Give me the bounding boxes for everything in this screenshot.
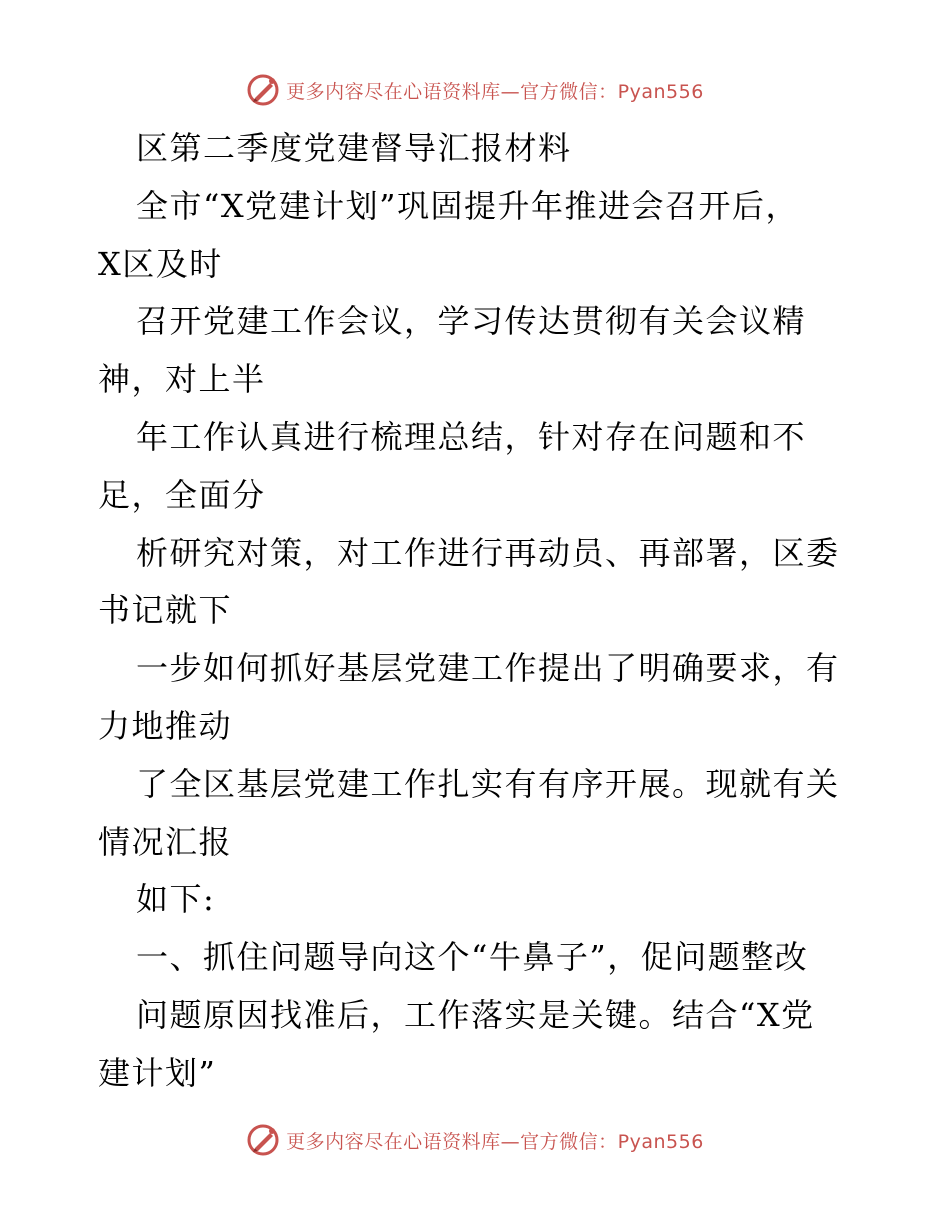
document-line: 书记就下 — [98, 591, 233, 630]
document-line: 情况汇报 — [98, 822, 233, 861]
document-line: 神，对上半 — [98, 360, 266, 399]
document-line: X区及时 — [98, 244, 223, 283]
header-banner[interactable] — [0, 70, 950, 110]
document-line: 问题原因找准后，工作落实是关键。结合“X党 — [136, 995, 815, 1034]
document-line: 全市“X党建计划”巩固提升年推进会召开后， — [136, 186, 800, 225]
footer-banner-text: 更多内容尽在心语资料库—官方微信：Pyan556 — [286, 1130, 704, 1153]
document-body — [98, 120, 858, 1103]
document-line: 析研究对策，对工作进行再动员、再部署，区委 — [136, 533, 840, 572]
pen-circle-logo-icon — [246, 1123, 280, 1157]
footer-banner[interactable] — [0, 1120, 950, 1160]
header-banner-text: 更多内容尽在心语资料库—官方微信：Pyan556 — [286, 80, 704, 103]
document-line: 力地推动 — [98, 706, 233, 745]
document-line: 一步如何抓好基层党建工作提出了明确要求，有 — [136, 649, 840, 688]
document-line: 建计划” — [98, 1053, 217, 1092]
document-line: 年工作认真进行梳理总结，针对存在问题和不 — [136, 417, 807, 456]
pen-circle-logo-icon — [246, 73, 280, 107]
document-line: 了全区基层党建工作扎实有有序开展。现就有关 — [136, 764, 840, 803]
document-line: 召开党建工作会议，学习传达贯彻有关会议精 — [136, 302, 807, 341]
document-line: 足，全面分 — [98, 475, 266, 514]
document-line: 一、抓住问题导向这个“牛鼻子”，促问题整改 — [136, 938, 809, 977]
document-line: 如下: — [136, 880, 216, 919]
document-line: 区第二季度党建督导汇报材料 — [136, 129, 572, 167]
